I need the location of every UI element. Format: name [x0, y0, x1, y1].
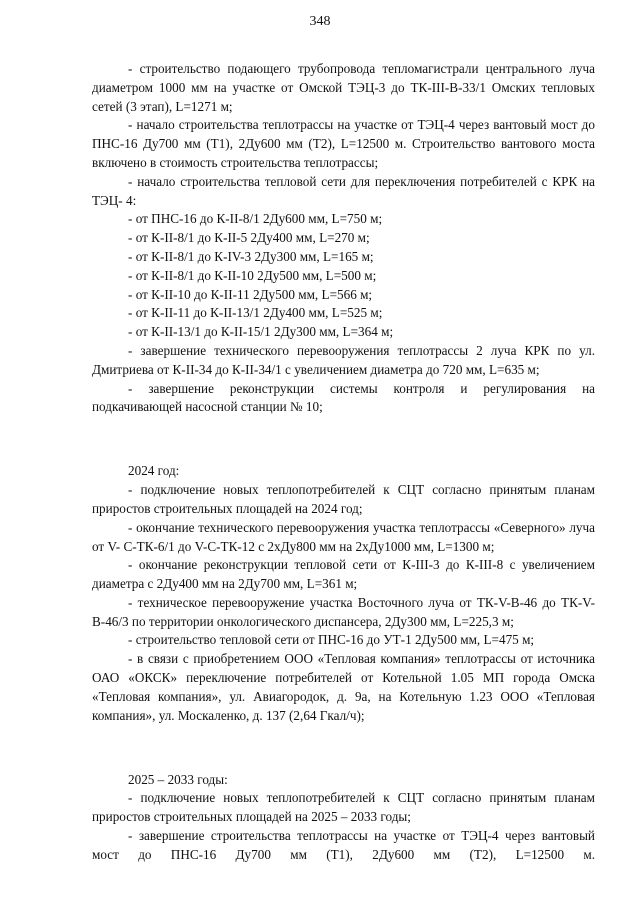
paragraph: - окончание реконструкции тепловой сети от К-III-3 до К-III-8 с увеличением диаметра с 2Ду400 мм на 2Ду700 мм, L=361 м; [92, 557, 595, 592]
paragraph: - завершение технического перевооружения теплотрассы 2 луча КРК по ул. Дмитриева от К-II-34 до К-II-34/1 с увеличением диаметра до 720 мм, L=635 м; [92, 342, 595, 377]
paragraph: - от К-II-13/1 до К-II-15/1 2Ду300 мм, L=364 м; [128, 324, 394, 340]
paragraph: - подключение новых теплопотребителей к СЦТ согласно принятым планам приростов строительных площадей на 2025 – 2033 годы; [92, 790, 595, 825]
paragraph: - техническое перевооружение участка Восточного луча от ТК-V-В-46 до ТК-V-В-46/3 по территории онкологического диспансера, 2Ду300 мм, L=225,3 м; [92, 594, 595, 629]
paragraph: - завершение реконструкции системы контроля и регулирования на подкачивающей насосной станции № 10; [92, 380, 595, 415]
paragraph: - окончание технического перевооружения участка теплотрассы «Северного» луча от V- С-ТК-6/1 до V-С-ТК-12 с 2хДу800 мм на 2хДу1000 мм, L=1300 м; [92, 519, 595, 554]
paragraph: 2025 – 2033 годы: [128, 771, 228, 787]
paragraph: - начало строительства тепловой сети для переключения потребителей с КРК на ТЭЦ- 4: [92, 173, 595, 208]
paragraph: - от К-II-8/1 до К-II-5 2Ду400 мм, L=270 м; [128, 230, 370, 246]
document-body [92, 60, 595, 865]
paragraph: - начало строительства теплотрассы на участке от ТЭЦ-4 через вантовый мост до ПНС-16 Ду700 мм (Т1), 2Ду600 мм (Т2), L=12500 м. Строительство вантового моста включено в стоимость строительства теплотрассы; [92, 117, 595, 170]
paragraph: - от К-II-8/1 до К-IV-3 2Ду300 мм, L=165 м; [128, 248, 374, 264]
paragraph-gap [92, 739, 595, 758]
paragraph: - в связи с приобретением ООО «Тепловая компания» теплотрассы от источника ОАО «ОКСК» переключение потребителей от Котельной 1.05 МП города Омска «Тепловая компания», ул. Авиагородок, д. 9а, на Котельную 1.23 ООО «Тепловая компания», ул. Москаленко, д. 137 (2,64 Гкал/ч); [92, 651, 595, 723]
paragraph: - подключение новых теплопотребителей к СЦТ согласно принятым планам приростов строительных площадей на 2024 год; [92, 482, 595, 516]
paragraph: - от К-II-8/1 до К-II-10 2Ду500 мм, L=500 м; [128, 267, 377, 283]
paragraph: - строительство подающего трубопровода тепломагистрали центрального луча диаметром 1000 мм на участке от Омской ТЭЦ-3 до ТК-III-В-33/1 Омских тепловых сетей (3 этап), L=1271 м; [92, 61, 595, 114]
paragraph: - строительство тепловой сети от ПНС-16 до УТ-1 2Ду500 мм, L=475 м; [128, 632, 535, 648]
paragraph: - завершение строительства теплотрассы на участке от ТЭЦ-4 через вантовый мост до ПНС-16 Ду700 мм (Т1), 2Ду600 мм (Т2), L=12500 м. [92, 828, 595, 862]
paragraph: - от К-II-11 до К-II-13/1 2Ду400 мм, L=525 м; [128, 305, 383, 321]
paragraph-gap [92, 430, 595, 449]
page-number: 348 [309, 14, 331, 29]
paragraph: - от К-II-10 до К-II-11 2Ду500 мм, L=566 м; [128, 286, 373, 302]
paragraph: - от ПНС-16 до К-II-8/1 2Ду600 мм, L=750 м; [128, 211, 383, 227]
paragraph: 2024 год: [128, 463, 180, 479]
